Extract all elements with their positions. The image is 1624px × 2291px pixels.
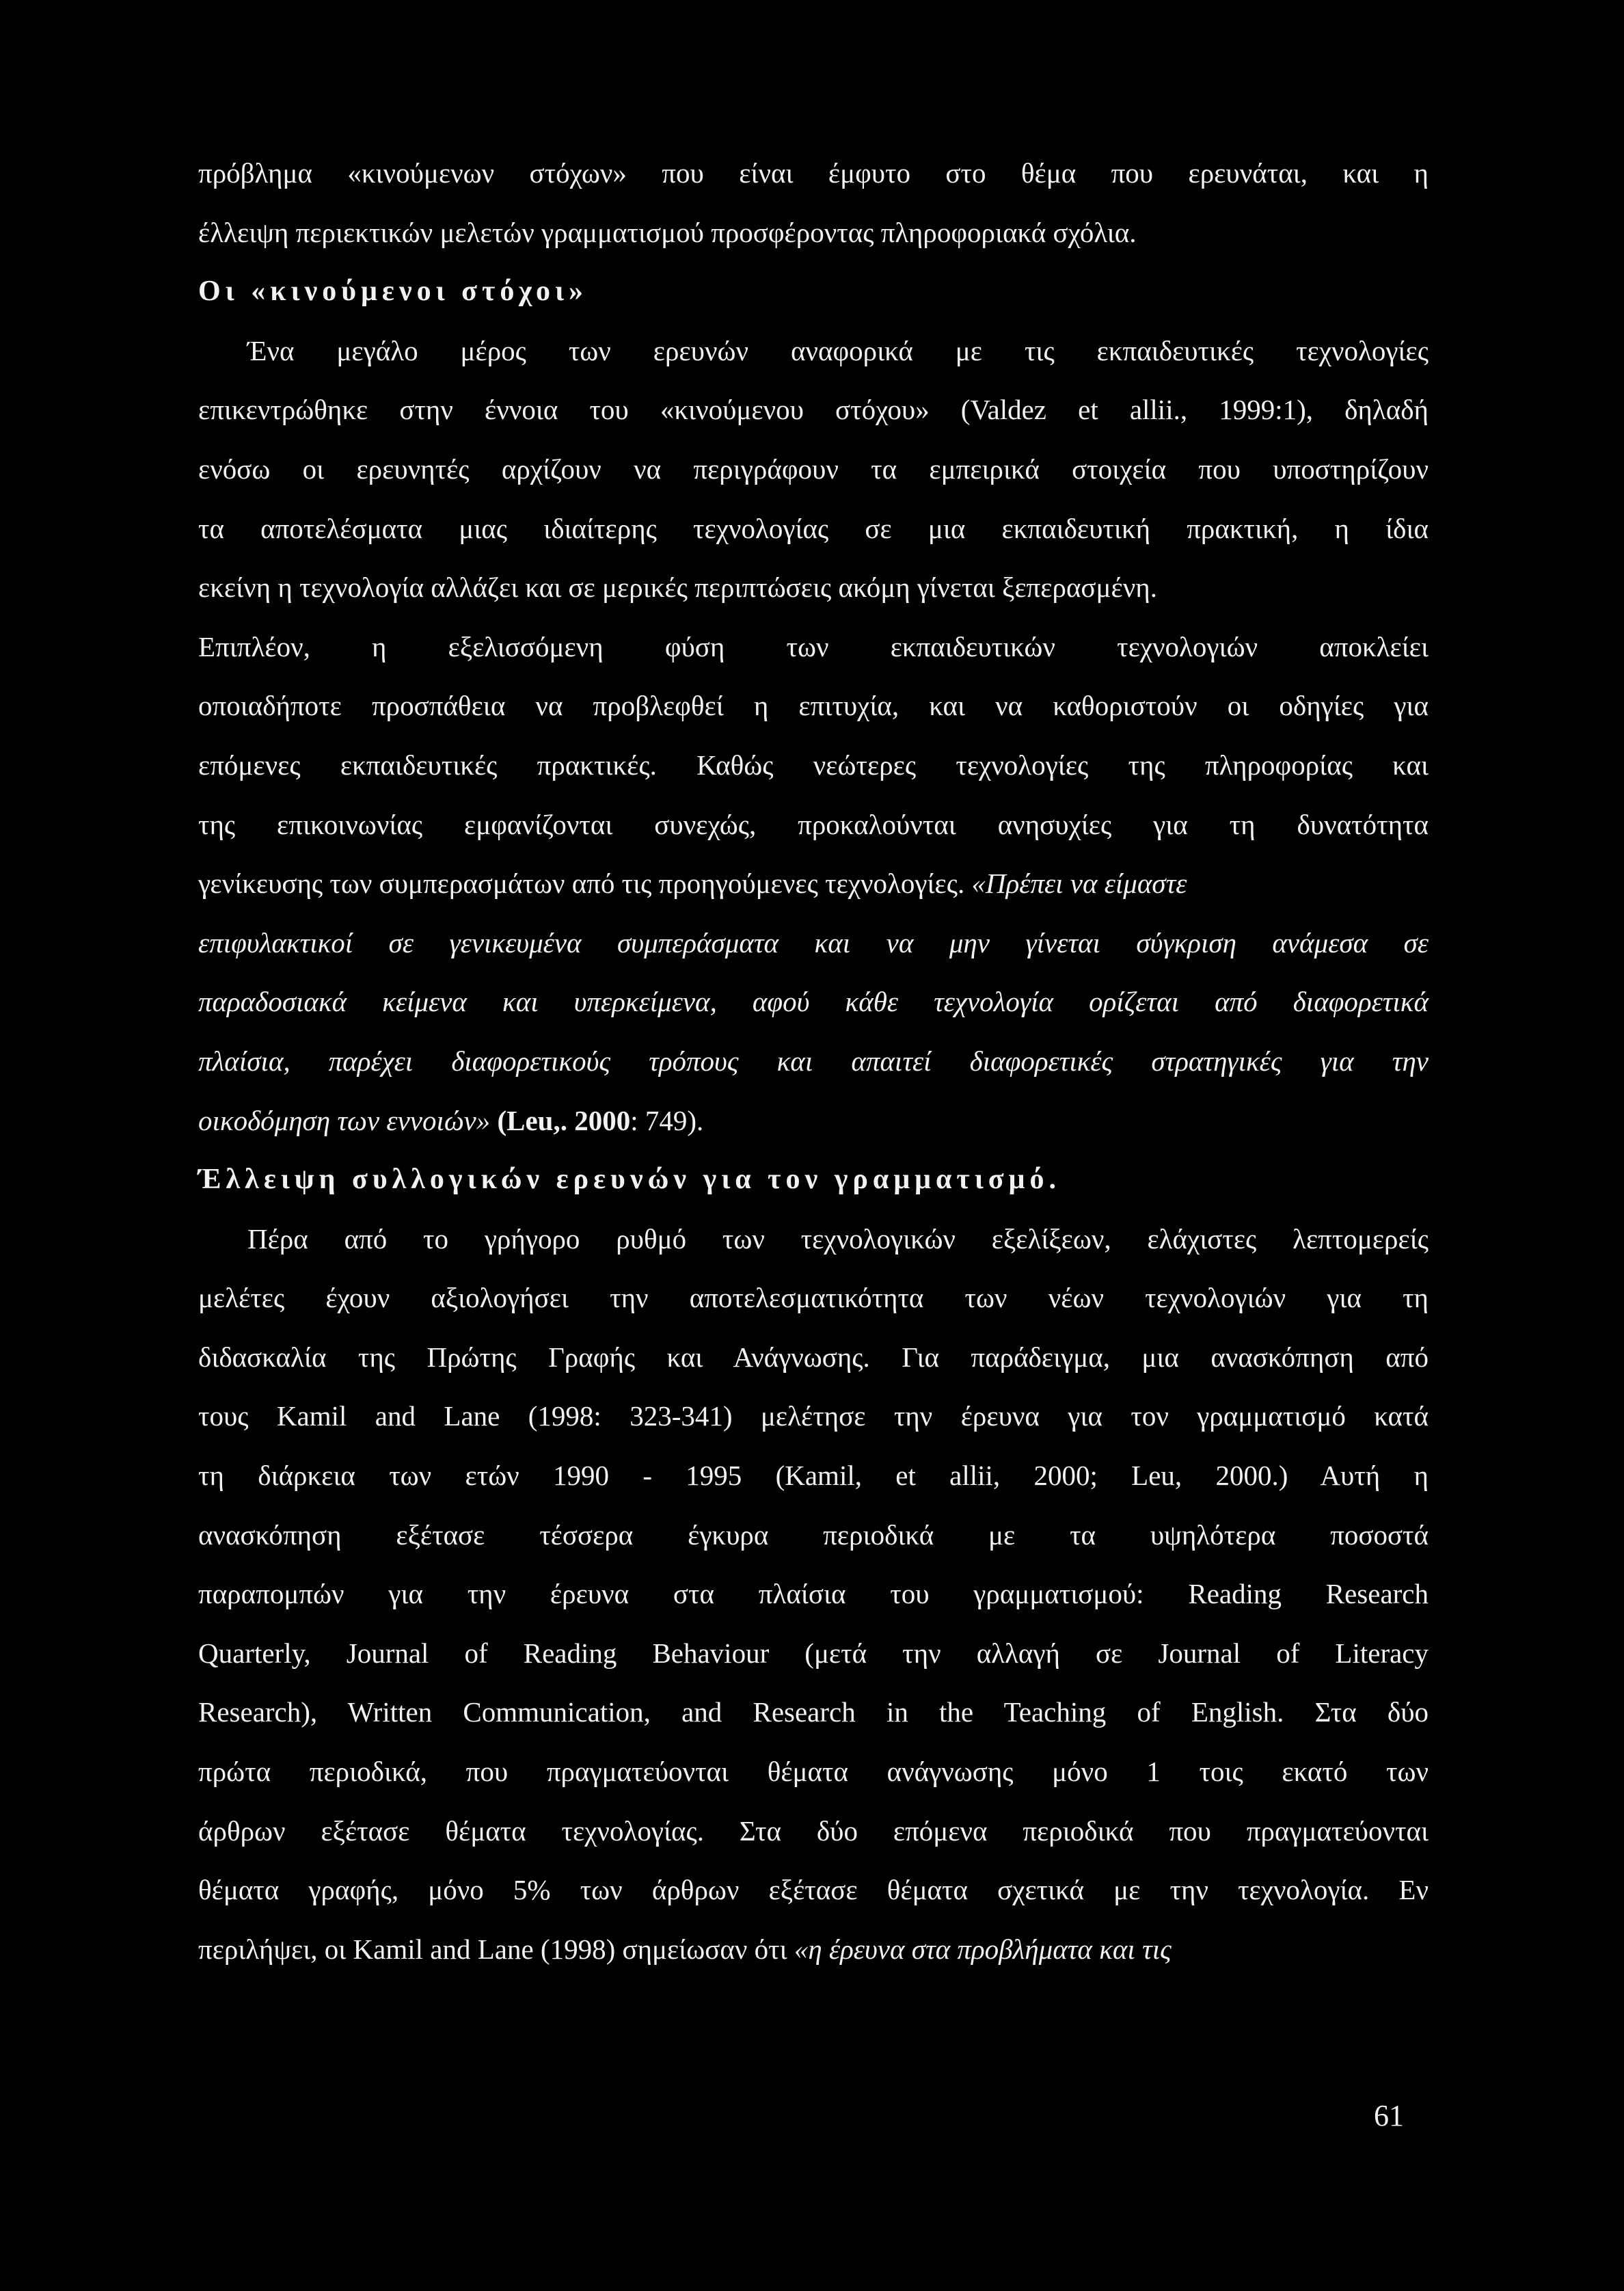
text-fragment: γενίκευσης των συμπερασμάτων από τις προηγούμενες τεχνολογίες. [198, 868, 965, 900]
quote-fragment: οικοδόμηση των εννοιών» [198, 1104, 491, 1136]
text-line: επικεντρώθηκε στην έννοια του «κινούμενου στόχου» (Valdez et allii., 1999:1), δηλαδή [198, 394, 1429, 426]
text-line: Ένα μεγάλο μέρος των ερευνών αναφορικά με τις εκπαιδευτικές τεχνολογίες [247, 334, 1429, 366]
text-line: της επικοινωνίας εμφανίζονται συνεχώς, προκαλούνται ανησυχίες για τη δυνατότητα [198, 808, 1429, 840]
section-heading-lack-of-research: Έλλειψη συλλογικών ερευνών για τον γραμματισμό. [198, 1164, 1061, 1196]
quote-citation-line [198, 1091, 1429, 1151]
text-line: έλλειψη περιεκτικών μελετών γραμματισμού προσφέροντας πληροφοριακά σχόλια. [198, 216, 1137, 248]
text-line: οποιαδήποτε προσπάθεια να προβλεφθεί η επιτυχία, και να καθοριστούν οι οδηγίες για [198, 690, 1429, 722]
text-line: τους Kamil and Lane (1998: 323-341) μελέτησε την έρευνα για τον γραμματισμό κατά [198, 1400, 1429, 1432]
text-line: εκείνη η τεχνολογία αλλάζει και σε μερικές περιπτώσεις ακόμη γίνεται ξεπερασμένη. [198, 572, 1157, 604]
text-line-with-quote [198, 854, 1429, 913]
text-line: διδασκαλία της Πρώτης Γραφής και Ανάγνωσης. Για παράδειγμα, μια ανασκόπηση από [198, 1341, 1429, 1373]
text-line: Research), Written Communication, and Research in the Teaching of English. Στα δύο [198, 1696, 1429, 1728]
citation-page: : 749). [630, 1104, 704, 1136]
quote-fragment: «Πρέπει να είμαστε [971, 868, 1187, 900]
text-line: πρόβλημα «κινούμενων στόχων» που είναι έμφυτο στο θέμα που ερευνάται, και η [198, 157, 1429, 189]
text-line: επόμενες εκπαιδευτικές πρακτικές. Καθώς νεώτερες τεχνολογίες της πληροφορίας και [198, 749, 1429, 781]
text-line: τα αποτελέσματα μιας ιδιαίτερης τεχνολογίας σε μια εκπαιδευτική πρακτική, η ίδια [198, 512, 1429, 544]
text-line: Πέρα από το γρήγορο ρυθμό των τεχνολογικών εξελίξεων, ελάχιστες λεπτομερείς [247, 1222, 1429, 1255]
section-heading-moving-targets: Οι «κινούμενοι στόχοι» [198, 276, 588, 308]
text-line-with-quote [198, 1920, 1429, 1979]
text-line: τη διάρκεια των ετών 1990 - 1995 (Kamil, et allii, 2000; Leu, 2000.) Αυτή η [198, 1460, 1429, 1492]
text-line: ανασκόπηση εξέτασε τέσσερα έγκυρα περιοδικά με τα υψηλότερα ποσοστά [198, 1518, 1429, 1551]
quote-line: παραδοσιακά κείμενα και υπερκείμενα, αφού κάθε τεχνολογία ορίζεται από διαφορετικά [198, 986, 1429, 1018]
text-line: πρώτα περιοδικά, που πραγματεύονται θέματα ανάγνωσης μόνο 1 τοις εκατό των [198, 1756, 1429, 1788]
quote-line: επιφυλακτικοί σε γενικευμένα συμπεράσματα και να μην γίνεται σύγκριση ανάμεσα σε [198, 926, 1429, 959]
text-line: Επιπλέον, η εξελισσόμενη φύση των εκπαιδευτικών τεχνολογιών αποκλείει [198, 630, 1429, 662]
text-fragment: περιλήψει, οι Kamil and Lane (1998) σημείωσαν ότι [198, 1933, 787, 1965]
text-line: ενόσω οι ερευνητές αρχίζουν να περιγράφουν τα εμπειρικά στοιχεία που υποστηρίζουν [198, 453, 1429, 485]
quote-line: πλαίσια, παρέχει διαφορετικούς τρόπους και απαιτεί διαφορετικές στρατηγικές για την [198, 1045, 1429, 1077]
text-line: παραπομπών για την έρευνα στα πλαίσια του γραμματισμού: Reading Research [198, 1578, 1429, 1610]
text-line: μελέτες έχουν αξιολογήσει την αποτελεσματικότητα των νέων τεχνολογιών για τη [198, 1282, 1429, 1314]
page-number: 61 [1374, 2099, 1404, 2132]
text-line: Quarterly, Journal of Reading Behaviour (μετά την αλλαγή σε Journal of Literacy [198, 1637, 1429, 1669]
page-body [198, 144, 1429, 1979]
quote-fragment: «η έρευνα στα προβλήματα και τις [794, 1933, 1172, 1965]
text-line: άρθρων εξέτασε θέματα τεχνολογίας. Στα δύο επόμενα περιοδικά που πραγματεύονται [198, 1814, 1429, 1847]
text-line: θέματα γραφής, μόνο 5% των άρθρων εξέτασε θέματα σχετικά με την τεχνολογία. Εν [198, 1874, 1429, 1906]
citation-bold: (Leu,. 2000 [497, 1104, 631, 1136]
